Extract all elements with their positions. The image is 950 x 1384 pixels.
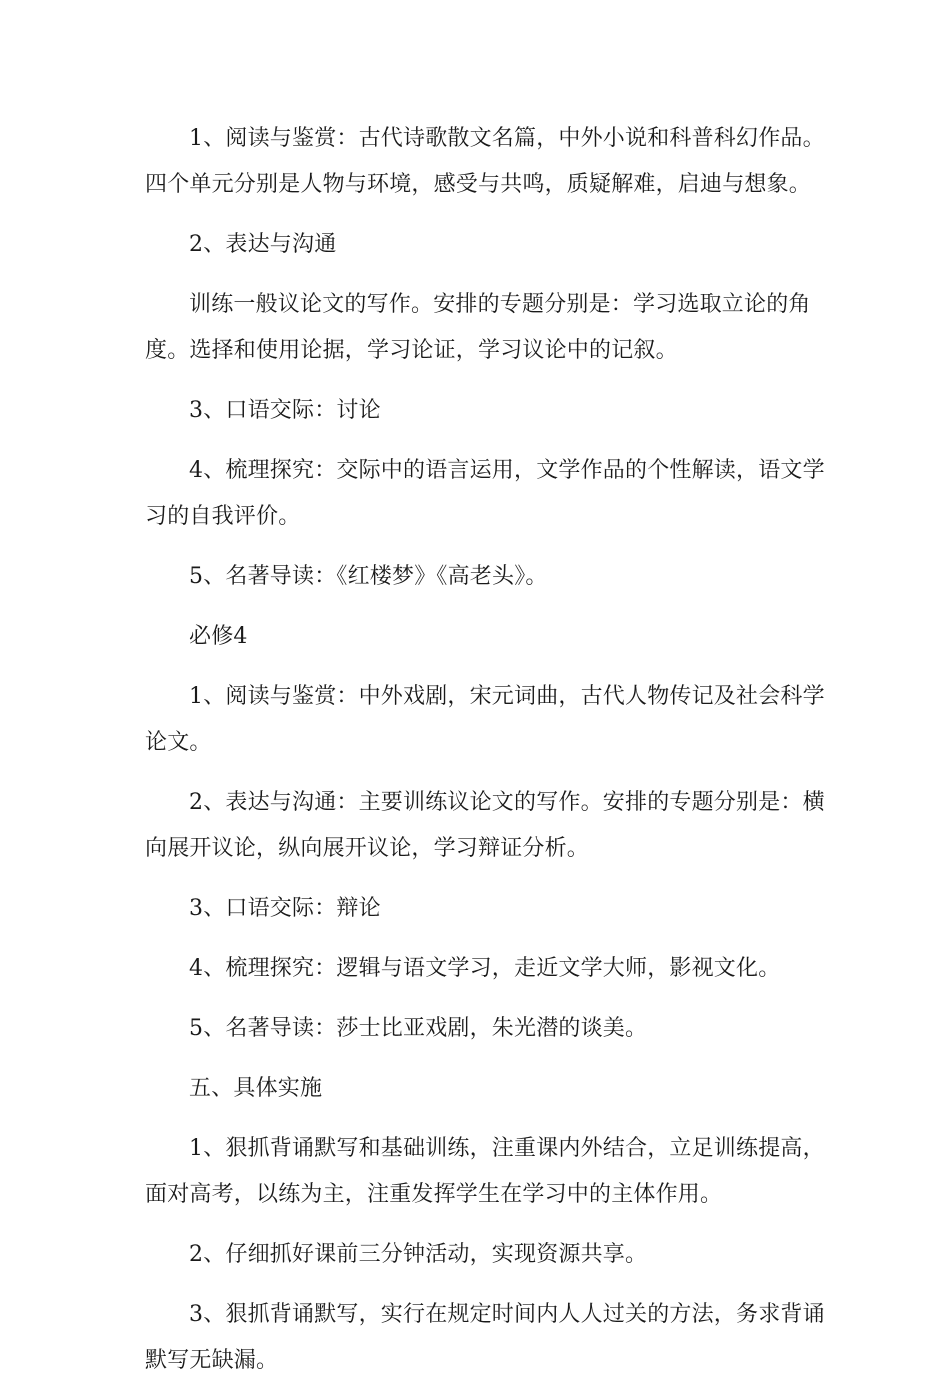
paragraph: 3、狠抓背诵默写，实行在规定时间内人人过关的方法，务求背诵默写无缺漏。 <box>145 1302 825 1373</box>
paragraph: 1、阅读与鉴赏：中外戏剧，宋元词曲，古代人物传记及社会科学论文。 <box>145 684 825 755</box>
paragraph: 训练一般议论文的写作。安排的专题分别是：学习选取立论的角度。选择和使用论据，学习论证，学习议论中的记叙。 <box>145 292 811 363</box>
paragraph: 2、仔细抓好课前三分钟活动，实现资源共享。 <box>189 1242 648 1267</box>
section-heading: 五、具体实施 <box>189 1076 323 1101</box>
paragraph: 4、梳理探究：交际中的语言运用，文学作品的个性解读，语文学习的自我评价。 <box>145 458 825 529</box>
document-body <box>145 116 825 1384</box>
paragraph: 5、名著导读：莎士比亚戏剧，朱光潜的谈美。 <box>189 1016 648 1041</box>
paragraph: 2、表达与沟通：主要训练议论文的写作。安排的专题分别是：横向展开议论，纵向展开议论，学习辩证分析。 <box>145 790 825 861</box>
paragraph: 1、阅读与鉴赏：古代诗歌散文名篇，中外小说和科普科幻作品。四个单元分别是人物与环境，感受与共鸣，质疑解难，启迪与想象。 <box>145 126 825 197</box>
paragraph: 1、狠抓背诵默写和基础训练，注重课内外结合，立足训练提高，面对高考，以练为主，注重发挥学生在学习中的主体作用。 <box>145 1136 825 1207</box>
paragraph: 3、口语交际：辩论 <box>189 896 381 921</box>
paragraph: 2、表达与沟通 <box>189 232 337 257</box>
section-heading: 必修4 <box>189 624 248 649</box>
paragraph: 4、梳理探究：逻辑与语文学习，走近文学大师，影视文化。 <box>189 956 781 981</box>
paragraph: 3、口语交际：讨论 <box>189 398 381 423</box>
paragraph: 5、名著导读：《红楼梦》《高老头》。 <box>189 564 548 589</box>
